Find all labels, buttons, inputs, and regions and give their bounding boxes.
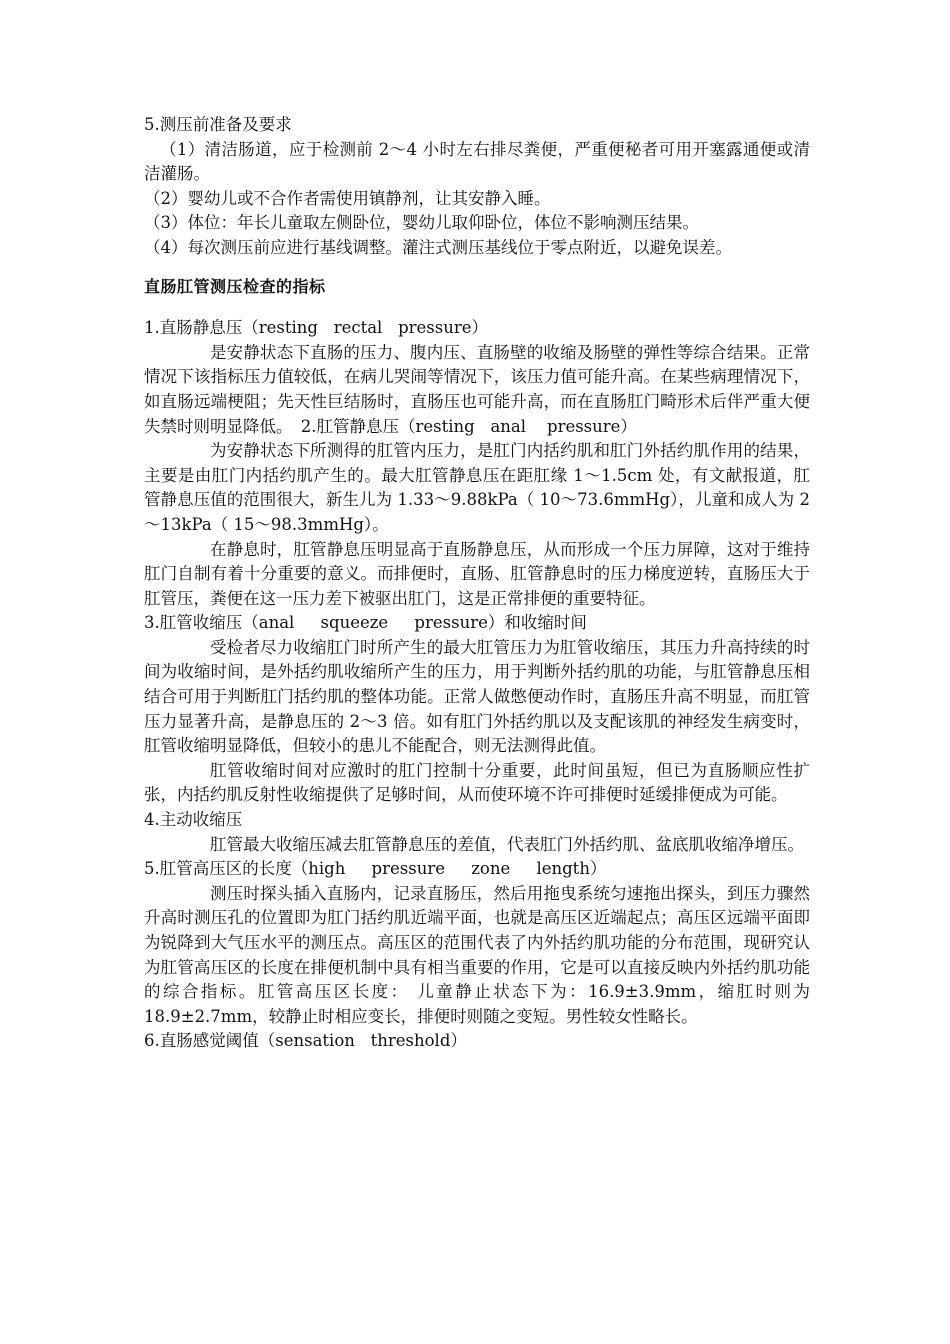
item4-heading: 4.主动收缩压 [144,810,243,830]
section-title: 直肠肛管测压检查的指标 [144,276,326,296]
item2-paragraph-2: 在静息时，肛管静息压明显高于直肠静息压，从而形成一个压力屏障，这对于维持肛门自制有着十分重要的意义。而排便时，直肠、肛管静息时的压力梯度逆转，直肠压大于肛管压，粪便在这一压力差下被驱出肛门，这是正常排便的重要特征。 [144,539,810,608]
document-page [144,113,810,1054]
item4-paragraph: 肛管最大收缩压减去肛管静息压的差值，代表肛门外括约肌、盆底肌收缩净增压。 [210,834,804,854]
item2-paragraph-1: 为安静状态下所测得的肛管内压力，是肛门内括约肌和肛门外括约肌作用的结果，主要是由肛门内括约肌产生的。最大肛管静息压在距肛缘 1～1.5cm 处，有文献报道，肛管静息压值的范围很大，新生儿为 1.33～9.88kPa（ 10～73.6mmHg），儿童和成人为 2～13kPa（ 15～98.3mmHg）。 [144,441,810,534]
item5-paragraph: 测压时探头插入直肠内，记录直肠压，然后用拖曳系统匀速拖出探头，到压力骤然升高时测压孔的位置即为肛门括约肌近端平面，也就是高压区近端起点；高压区远端平面即为锐降到大气压水平的测压点。高压区的范围代表了内外括约肌功能的分布范围，现研究认为肛管高压区的长度在排便机制中具有相当重要的作用，它是可以直接反映内外括约肌功能的综合指标。肛管高压区长度： 儿童静止状态下为：16.9±3.9mm，缩肛时则为 18.9±2.7mm，较静止时相应变长，排便时则随之变短。男性较女性略长。 [144,883,810,1026]
item1-paragraph: 是安静状态下直肠的压力、腹内压、直肠壁的收缩及肠壁的弹性等综合结果。正常情况下该指标压力值较低，在病儿哭闹等情况下，该压力值可能升高。在某些病理情况下，如直肠远端梗阻；先天性巨结肠时，直肠压也可能升高，而在直肠肛门畸形术后伴严重大便失禁时则明显降低。 2.肛管静息压（resting anal pressure） [144,342,810,436]
item5-heading: 5.肛管高压区的长度（high pressure zone length） [144,859,607,879]
prep-heading: 5.测压前准备及要求 [144,115,292,134]
item6-heading: 6.直肠感觉阈值（sensation threshold） [144,1031,467,1051]
prep-item-2: （2）婴幼儿或不合作者需使用镇静剂，让其安静入睡。 [144,188,551,208]
prep-item-1: （1）清洁肠道，应于检测前 2～4 小时左右排尽粪便，严重便秘者可用开塞露通便或清洁灌肠。 [144,139,810,184]
item3-heading: 3.肛管收缩压（anal squeeze pressure）和收缩时间 [144,613,587,633]
item3-paragraph-2: 肛管收缩时间对应激时的肛门控制十分重要，此时间虽短，但已为直肠顺应性扩张，内括约肌反射性收缩提供了足够时间，从而使环境不许可排便时延缓排便成为可能。 [144,760,810,805]
prep-item-4: （4）每次测压前应进行基线调整。灌注式测压基线位于零点附近，以避免误差。 [144,237,732,257]
item1-heading: 1.直肠静息压（resting rectal pressure） [144,318,488,338]
item3-paragraph-1: 受检者尽力收缩肛门时所产生的最大肛管压力为肛管收缩压，其压力升高持续的时间为收缩时间，是外括约肌收缩所产生的压力，用于判断外括约肌的功能，与肛管静息压相结合可用于判断肛门括约肌的整体功能。正常人做憋便动作时，直肠压升高不明显，而肛管压力显著升高，是静息压的 2～3 倍。如有肛门外括约肌以及支配该肌的神经发生病变时，肛管收缩明显降低，但较小的患儿不能配合，则无法测得此值。 [144,637,810,756]
prep-item-3: （3）体位：年长儿童取左侧卧位，婴幼儿取仰卧位，体位不影响测压结果。 [144,213,699,233]
